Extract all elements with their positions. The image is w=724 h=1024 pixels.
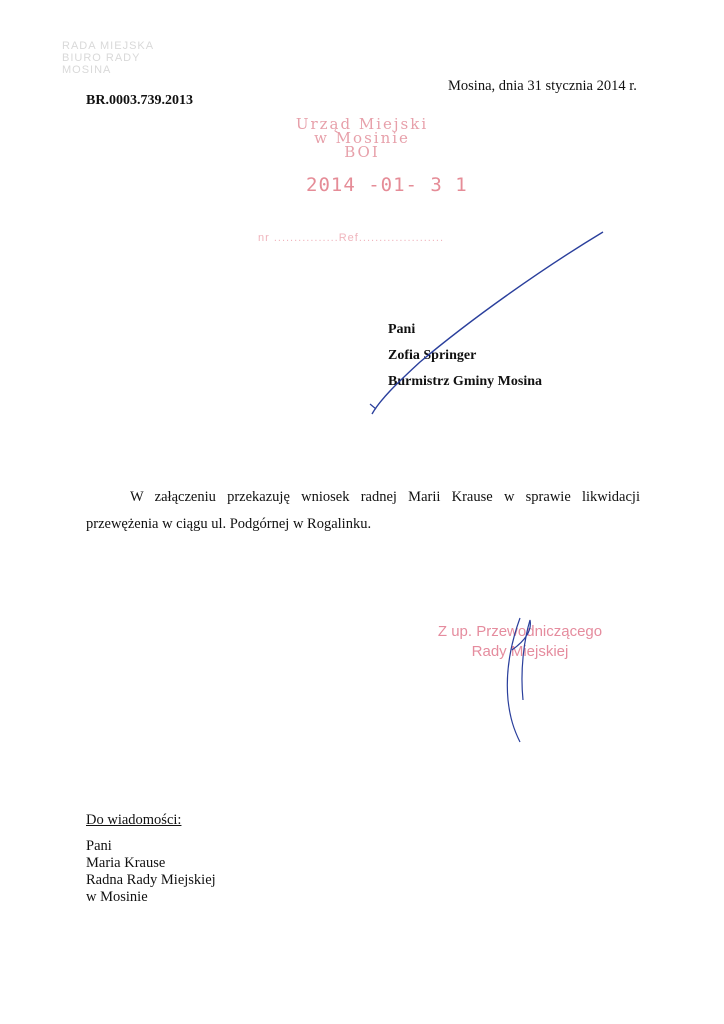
recipient-block <box>388 317 542 395</box>
signature-stamp-line: Rady Miejskiej <box>471 643 569 660</box>
faint-letterhead <box>62 40 252 100</box>
letter-body: W załączeniu przekazuję wniosek radnej Marii Krause w sprawie likwidacji przewężenia w ciągu ul. Podgórnej w Rogalinku. <box>86 489 640 532</box>
faint-letterhead-line: BIURO RADY <box>62 52 141 64</box>
stamp-nr-ref-line: nr ................Ref..................... <box>258 232 445 244</box>
cc-list <box>86 838 216 906</box>
recipient-salutation: Pani <box>388 322 416 337</box>
cc-line: Radna Rady Miejskiej <box>86 872 216 888</box>
faint-letterhead-line: RADA MIEJSKA <box>62 40 155 52</box>
stamp-line: Urząd Miejski <box>295 115 429 133</box>
stamp-date: 2014 -01- 3 1 <box>306 174 468 196</box>
stamp-line: BOI <box>344 143 380 161</box>
reference-number: BR.0003.739.2013 <box>86 93 193 108</box>
cc-title: Do wiadomości: <box>86 812 182 828</box>
signature-stamp <box>420 622 620 662</box>
faint-letterhead-line: MOSINA <box>62 64 112 76</box>
recipient-name: Zofia Springer <box>388 348 477 363</box>
cc-line: Maria Krause <box>86 855 166 871</box>
signature-stamp-line: Z up. Przewodniczącego <box>437 623 603 640</box>
recipient-title: Burmistrz Gminy Mosina <box>388 374 542 389</box>
stamp-line: w Mosinie <box>314 129 410 147</box>
cc-line: w Mosinie <box>86 889 148 905</box>
cc-line: Pani <box>86 838 112 854</box>
letter-date: Mosina, dnia 31 stycznia 2014 r. <box>448 78 637 94</box>
received-stamp <box>282 117 442 159</box>
pen-stroke-tick <box>370 404 376 409</box>
